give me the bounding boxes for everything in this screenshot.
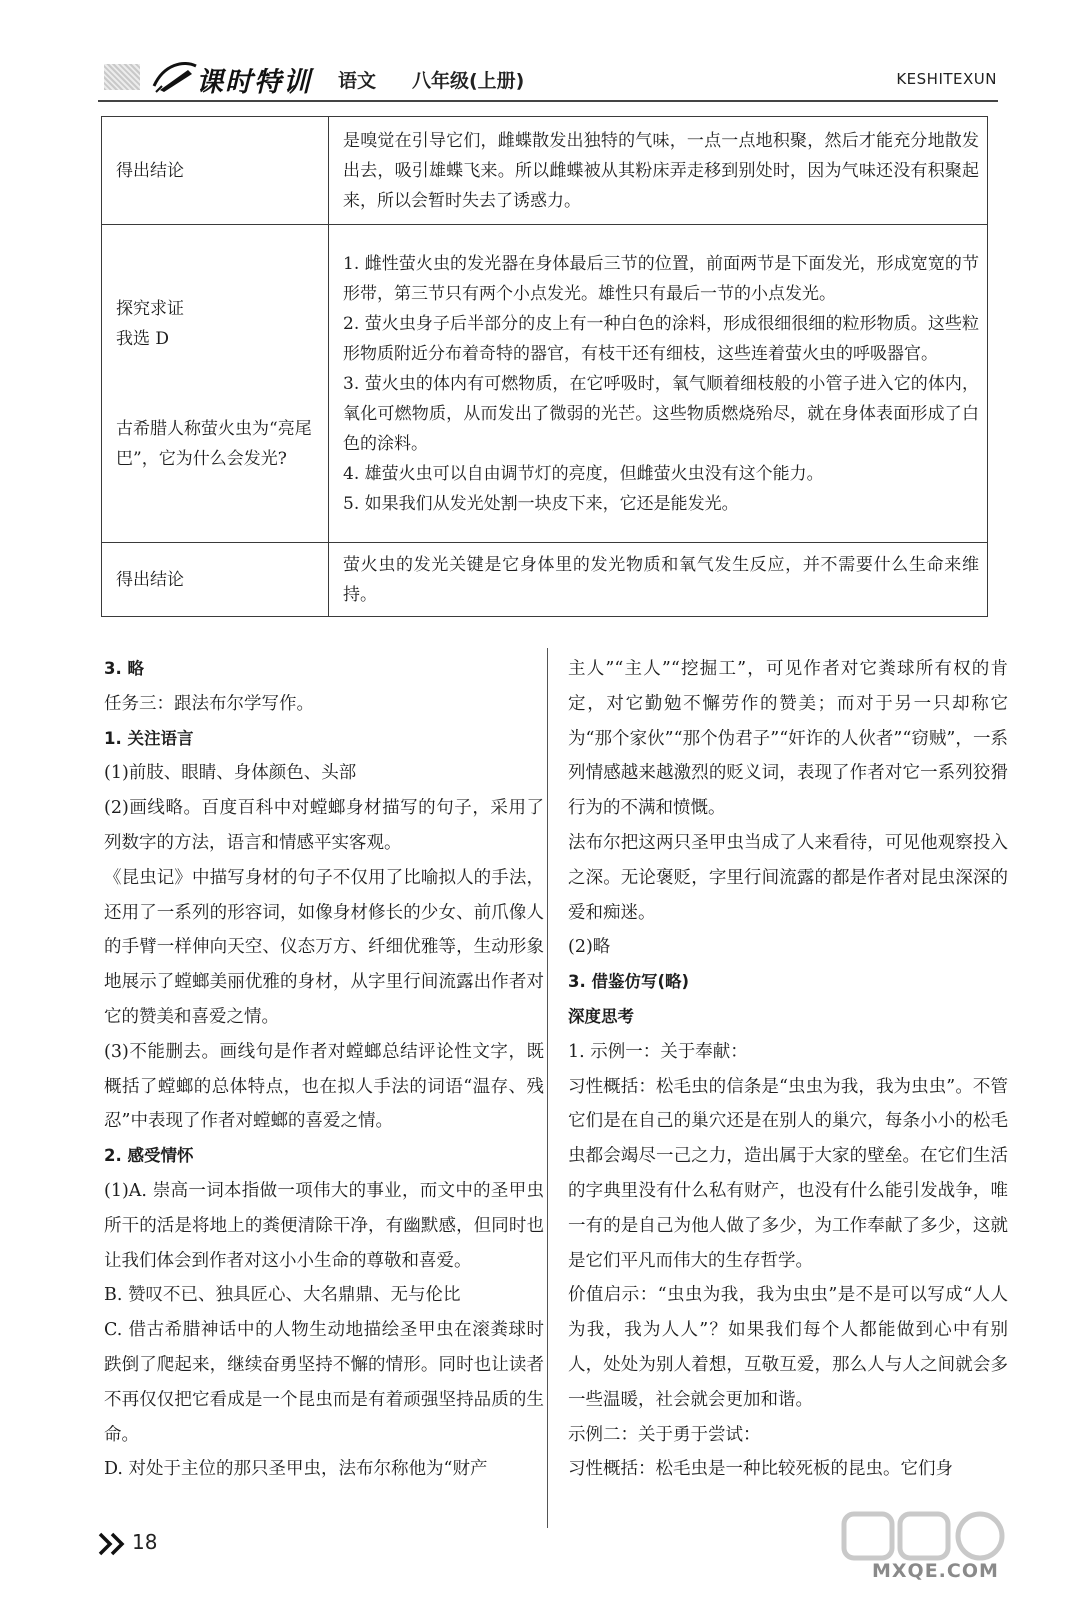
paragraph: 任务三：跟法布尔学写作。 <box>104 693 314 714</box>
section-heading: 1. 关注语言 <box>104 728 194 748</box>
row-content <box>329 225 988 543</box>
row-content: 萤火虫的发光关键是它身体里的发光物质和氧气发生反应，并不需要什么生命来维持。 <box>329 543 988 617</box>
table-row <box>102 117 988 225</box>
paragraph: B. 赞叹不已、独具匠心、大名鼎鼎、无与伦比 <box>104 1285 461 1306</box>
grade-label: 八年级(上册) <box>412 70 525 92</box>
table-row <box>102 225 988 543</box>
brand-title: 课时特训 <box>196 67 312 98</box>
header-rule <box>98 100 998 102</box>
list-item: 5. 如果我们从发光处割一块皮下来，它还是能发光。 <box>343 493 739 514</box>
question-label: 古希腊人称萤火虫为“亮尾巴”，它为什么会发光? <box>116 418 312 469</box>
paragraph: 主人”“主人”“挖掘工”，可见作者对它粪球所有权的肯定，对它勤勉不懈劳作的赞美；而对于另一只却称它为“那个家伙”“那个伪君子”“奸诈的人伙者”“窃贼”，一系列情感越来越激烈的贬义词，表现了作者对它一系列狡猾行为的不满和愤慨。 <box>568 659 1008 819</box>
section-heading: 深度思考 <box>568 1006 634 1026</box>
watermark-text: MXQE.COM <box>872 1560 999 1582</box>
paragraph: D. 对处于主位的那只圣甲虫，法布尔称他为“财产 <box>104 1459 488 1480</box>
left-column <box>104 652 544 1487</box>
answer-heading: 3. 略 <box>104 659 144 678</box>
paragraph: 法布尔把这两只圣甲虫当成了人来看待，可见他观察投入之深。无论褒贬，字里行间流露的都是作者对昆虫深深的爱和痴迷。 <box>568 832 1008 923</box>
pen-logo-icon <box>150 56 200 96</box>
column-divider <box>547 648 548 1528</box>
list-item: 3. 萤火虫的体内有可燃物质，在它呼吸时，氧气顺着细枝般的小管子进入它的体内，氧化可燃物质，从而发出了微弱的光芒。这些物质燃烧殆尽，就在身体表面形成了白色的涂料。 <box>343 373 979 454</box>
double-chevron-icon <box>98 1532 128 1556</box>
paragraph: (1)A. 崇高一词本指做一项伟大的事业，而文中的圣甲虫所干的活是将地上的粪便清除干净，有幽默感，但同时也让我们体会到作者对这小小生命的尊敬和喜爱。 <box>104 1180 544 1271</box>
inquiry-label: 探究求证 <box>116 298 184 319</box>
row-label <box>102 117 329 225</box>
inquiry-table <box>101 116 988 617</box>
paragraph: 《昆虫记》中描写身材的句子不仅用了比喻拟人的手法，还用了一系列的形容词，如像身材修长的少女、前爪像人的手臂一样伸向天空、仪态万方、纤细优雅等，生动形象地展示了螳螂美丽优雅的身材，从字里行间流露出作者对它的赞美和喜爱之情。 <box>104 867 544 1027</box>
right-column <box>568 652 1008 1487</box>
paragraph: (3)不能删去。画线句是作者对螳螂总结评论性文字，既概括了螳螂的总体特点，也在拟人手法的词语“温存、残忍”中表现了作者对螳螂的喜爱之情。 <box>104 1041 544 1132</box>
subject-label: 语文 <box>338 70 377 92</box>
spacer <box>116 354 318 414</box>
conclusion-label: 得出结论 <box>116 569 184 590</box>
paragraph: 1. 示例一：关于奉献： <box>568 1041 748 1062</box>
list-item: 4. 雄萤火虫可以自由调节灯的亮度，但雌萤火虫没有这个能力。 <box>343 463 824 484</box>
row-label <box>102 225 329 543</box>
page-number: 18 <box>132 1530 158 1554</box>
page-header <box>0 0 1075 108</box>
table-row <box>102 543 988 617</box>
series-code: KESHITEXUN <box>896 70 997 88</box>
conclusion-label: 得出结论 <box>116 160 184 181</box>
paragraph: C. 借古希腊神话中的人物生动地描绘圣甲虫在滚粪球时跌倒了爬起来，继续奋勇坚持不懈的情形。同时也让读者不再仅仅把它看成是一个昆虫而是有着顽强坚持品质的生命。 <box>104 1320 544 1445</box>
section-heading: 3. 借鉴仿写(略) <box>568 972 690 992</box>
list-item: 2. 萤火虫身子后半部分的皮上有一种白色的涂料，形成很细很细的粒形物质。这些粒形物质附近分布着奇特的器官，有枝干还有细枝，这些连着萤火虫的呼吸器官。 <box>343 313 979 364</box>
paragraph: 价值启示：“虫虫为我，我为虫虫”是不是可以写成“人人为我，我为人人”？如果我们每个人都能做到心中有别人，处处为别人着想，互敬互爱，那么人与人之间就会多一些温暖，社会就会更加和谐。 <box>568 1285 1008 1410</box>
choice-label: 我选 D <box>116 328 170 349</box>
paragraph: 示例二：关于勇于尝试： <box>568 1424 761 1445</box>
paragraph: 习性概括：松毛虫的信条是“虫虫为我，我为虫虫”。不管它们是在自己的巢穴还是在别人的巢穴，每条小小的松毛虫都会竭尽一己之力，造出属于大家的壁垒。在它们生活的字典里没有什么私有财产，也没有什么能引发战争，唯一有的是自己为他人做了多少，为工作奉献了多少，这就是它们平凡而伟大的生存哲学。 <box>568 1076 1008 1271</box>
paragraph: (2)画线略。百度百科中对螳螂身材描写的句子，采用了列数字的方法，语言和情感平实客观。 <box>104 798 544 853</box>
section-heading: 2. 感受情怀 <box>104 1146 194 1166</box>
row-content: 是嗅觉在引导它们，雌蝶散发出独特的气味，一点一点地积聚，然后才能充分地散发出去，吸引雄蝶飞来。所以雌蝶被从其粉床弄走移到别处时，因为气味还没有积聚起来，所以会暂时失去了诱惑力。 <box>329 117 988 225</box>
paragraph: (1)前肢、眼睛、身体颜色、头部 <box>104 763 357 784</box>
header-pattern-block <box>104 64 140 90</box>
list-item: 1. 雌性萤火虫的发光器在身体最后三节的位置，前面两节是下面发光，形成宽宽的节形带，第三节只有两个小点发光。雄性只有最后一节的小点发光。 <box>343 253 979 304</box>
paragraph: (2)略 <box>568 937 611 958</box>
paragraph: 习性概括：松毛虫是一种比较死板的昆虫。它们身 <box>568 1459 953 1480</box>
row-label <box>102 543 329 617</box>
